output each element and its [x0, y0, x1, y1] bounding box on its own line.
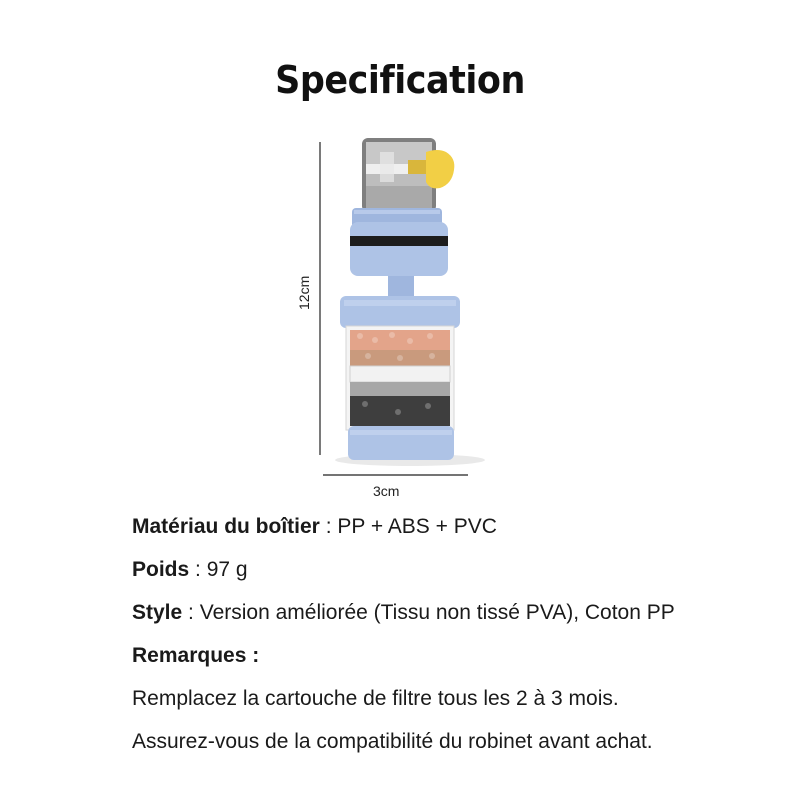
spec-label: Remarques — [132, 644, 247, 667]
spec-value: Version améliorée (Tissu non tissé PVA), Coton PP — [199, 601, 675, 624]
remarks-heading: Remarques : — [132, 644, 260, 667]
spec-value: PP + ABS + PVC — [337, 515, 497, 538]
spec-label: Matériau du boîtier — [132, 515, 320, 538]
faucet-filter-product-image — [280, 130, 500, 500]
spec-label: Poids — [132, 558, 190, 581]
width-dimension-label: 3cm — [373, 483, 400, 499]
page-title: Specification — [275, 58, 525, 102]
spec-value: 97 g — [206, 558, 248, 581]
remark-note: Remplacez la cartouche de filtre tous les 2 à 3 mois. — [132, 687, 619, 710]
spec-style: Style : Version améliorée (Tissu non tissé PVA), Coton PP — [132, 601, 675, 624]
specifications-list — [132, 512, 792, 770]
height-dimension-label: 12cm — [296, 275, 312, 310]
spec-weight: Poids : 97 g — [132, 558, 248, 581]
remark-note: Assurez-vous de la compatibilité du robinet avant achat. — [132, 730, 653, 753]
spec-material: Matériau du boîtier : PP + ABS + PVC — [132, 515, 497, 538]
spec-label: Style — [132, 601, 183, 624]
